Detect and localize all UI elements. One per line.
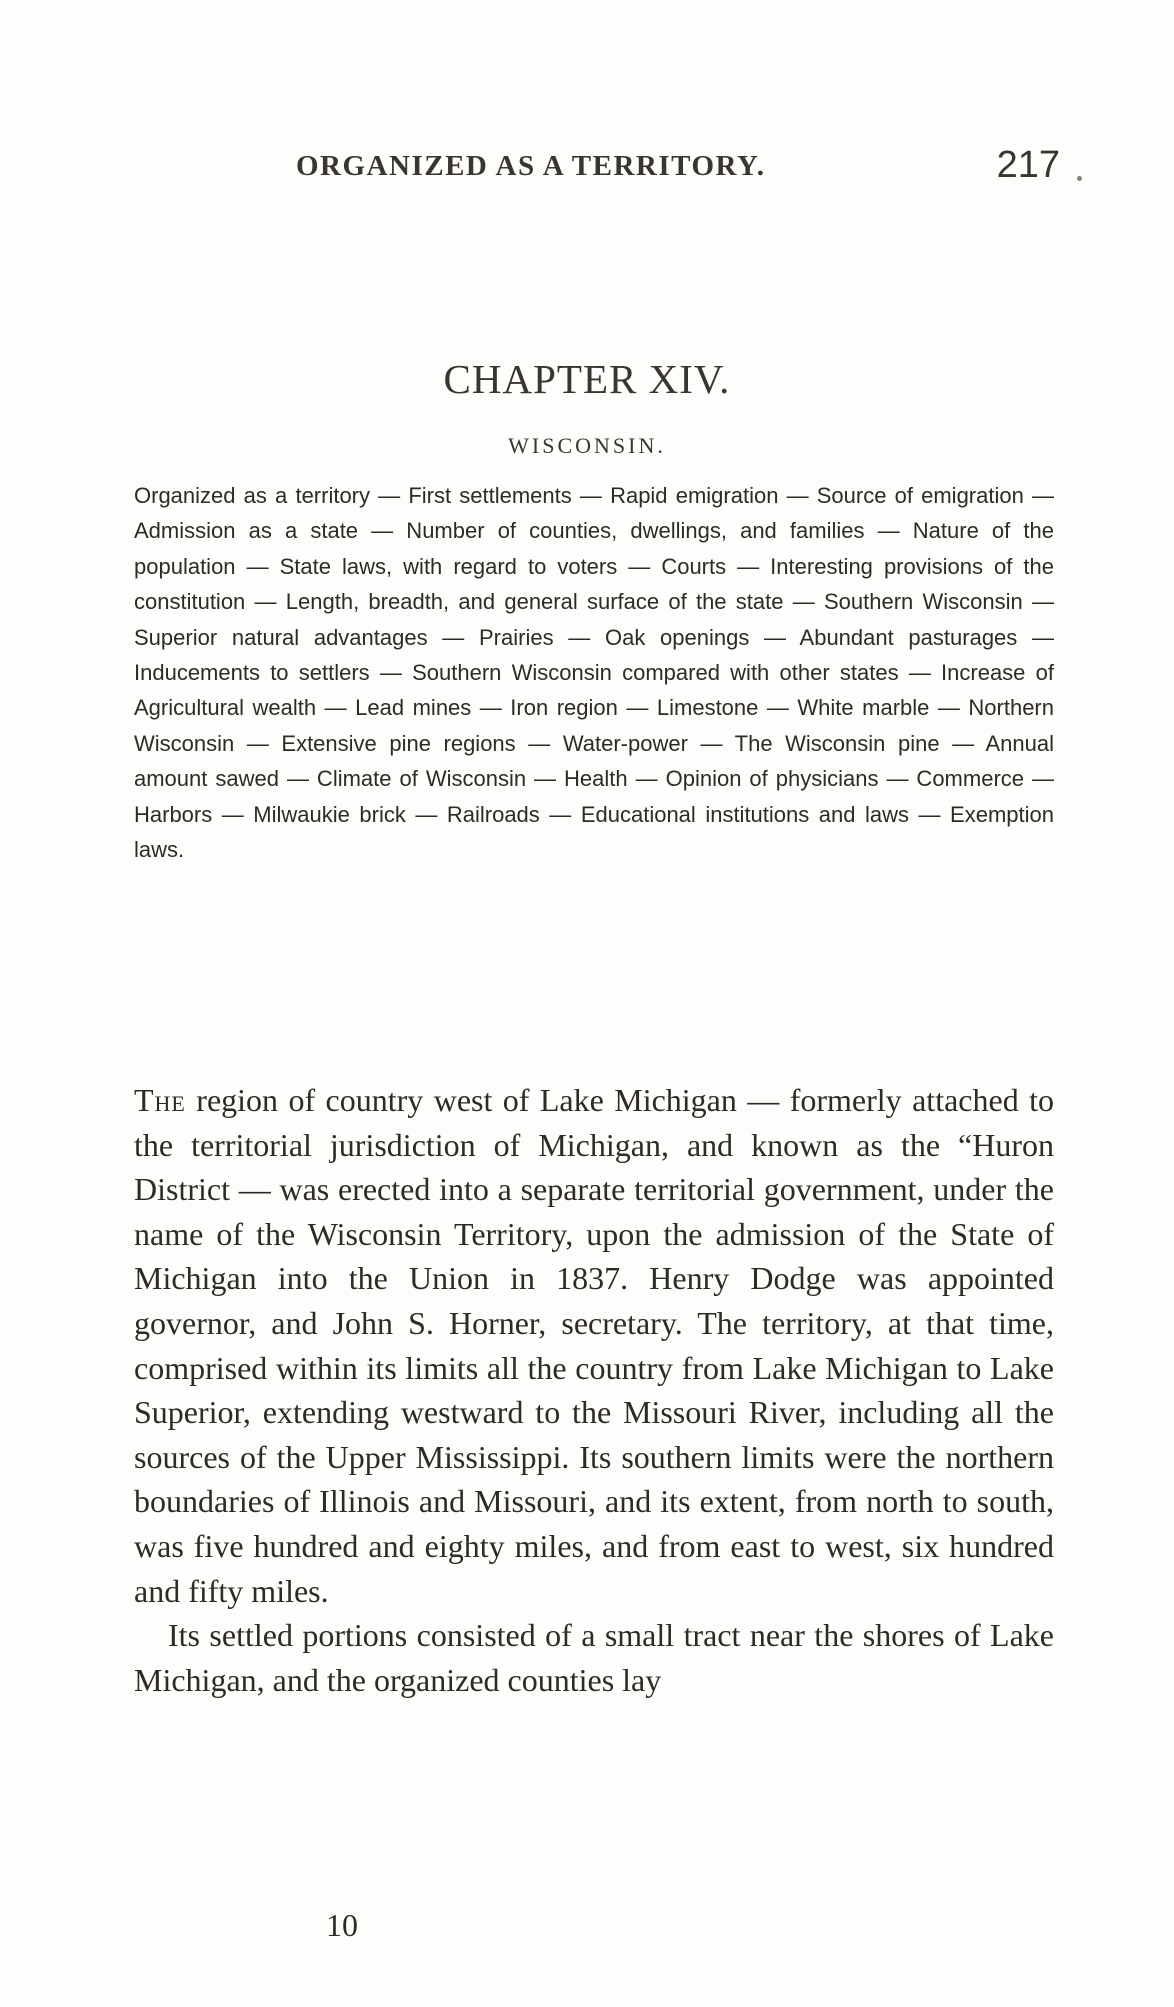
lead-word: The <box>134 1082 186 1118</box>
running-title: ORGANIZED AS A TERRITORY. <box>296 150 766 182</box>
paragraph-2: Its settled portions consisted of a small tract near the shores of Lake Michigan, and the organized counties lay <box>134 1617 1054 1698</box>
paragraph-1 <box>134 1078 1054 1613</box>
signature-mark: 10 <box>326 1907 358 1943</box>
running-head <box>134 146 1084 190</box>
chapter-heading: CHAPTER XIV. <box>443 356 731 402</box>
paragraph-1-text: region of country west of Lake Michigan — formerly attached to the territorial jurisdiction of Michigan, and known as the “Huron District — was erected into a separate territorial government, under the name of the Wisconsin Territory, upon the admission of the State of Michigan into the Union in 1837. Henry Dodge was appointed governor, and John S. Horner, secretary. The territory, at that time, comprised within its limits all the country from Lake Michigan to Lake Superior, extending westward to the Missouri River, including all the sources of the Upper Mississippi. Its southern limits were the northern boundaries of Illinois and Missouri, and its extent, from north to south, was five hundred and eighty miles, and from east to west, six hundred and fifty miles. <box>134 1082 1055 1609</box>
chapter-subheading: WISCONSIN. <box>508 433 666 458</box>
chapter-synopsis: Organized as a territory — First settlements — Rapid emigration — Source of emigration — Admission as a state — Number of counties, dwellings, and families — Nature of the population — State laws, with regard to voters — Courts — Interesting provisions of the constitution — Length, breadth, and general surface of the state — Southern Wisconsin — Superior natural advantages — Prairies — Oak openings — Abundant pasturages — Inducements to settlers — Southern Wisconsin compared with other states — Increase of Agricultural wealth — Lead mines — Iron region — Limestone — White marble — Northern Wisconsin — Extensive pine regions — Water-power — The Wisconsin pine — Annual amount sawed — Climate of Wisconsin — Health — Opinion of physicians — Commerce — Harbors — Milwaukie brick — Railroads — Educational institutions and laws — Exemption laws. <box>134 483 1054 863</box>
ink-speck <box>1077 176 1082 181</box>
body-text <box>134 1078 1054 1702</box>
page-number: 217 <box>996 144 1060 186</box>
